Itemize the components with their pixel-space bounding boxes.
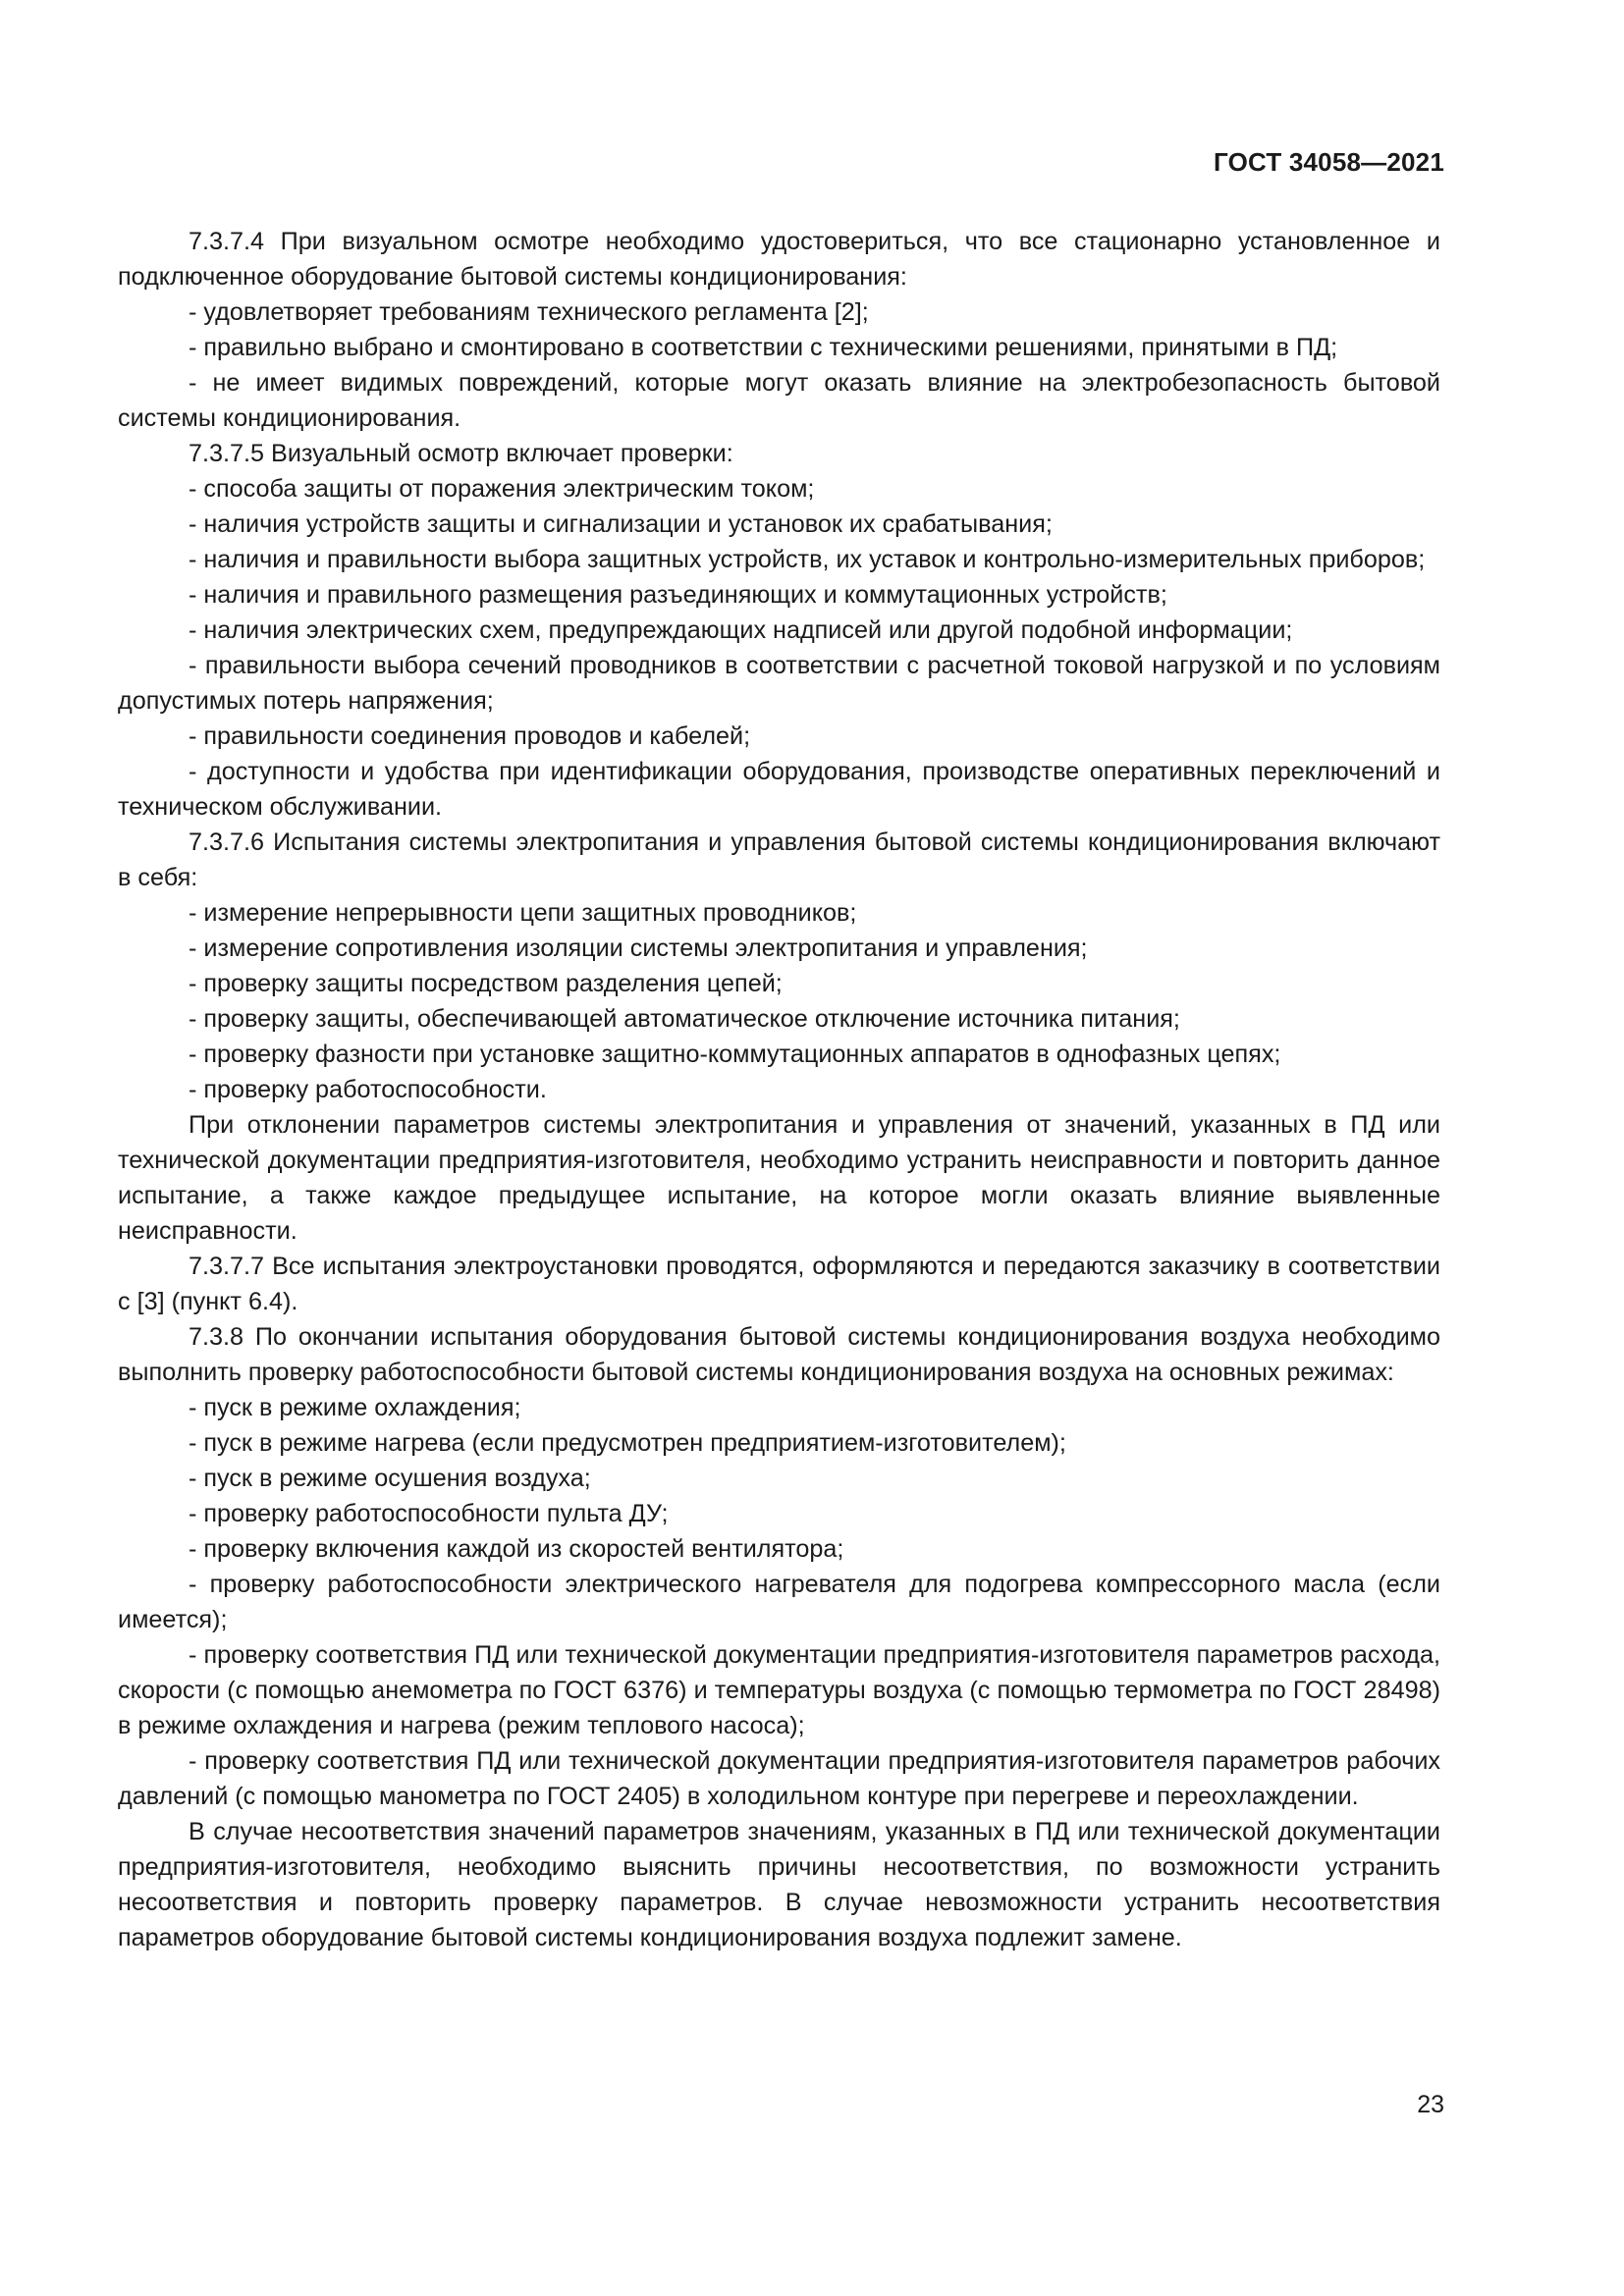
page-number: 23 xyxy=(1417,2091,1444,2118)
list-item: - пуск в режиме осушения воздуха; xyxy=(189,1465,591,1492)
list-item: - способа защиты от поражения электрическим током; xyxy=(189,475,815,503)
paragraph-nonconformity: В случае несоответствия значений параметров значениям, указанных в ПД или технической документации предприятия-изготовителя, необходимо выяснить причины несоответствия, по возможности устранить несоответствия и повторить проверку параметров. В случае невозможности устранить несоответствия параметров оборудование бытовой системы кондиционирования воздуха подлежит замене. xyxy=(118,1818,1440,1951)
list-item: - проверку защиты посредством разделения цепей; xyxy=(189,970,783,997)
list-item: - пуск в режиме охлаждения; xyxy=(189,1394,521,1421)
paragraph-7-3-8: 7.3.8 По окончании испытания оборудования бытовой системы кондиционирования воздуха необходимо выполнить проверку работоспособности бытовой системы кондиционирования воздуха на основных режимах: xyxy=(118,1323,1440,1386)
list-item: - проверку фазности при установке защитно-коммутационных аппаратов в однофазных цепях; xyxy=(189,1041,1281,1068)
list-item: - наличия и правильности выбора защитных устройств, их уставок и контрольно-измерительных приборов; xyxy=(189,546,1426,573)
list-item: - проверку работоспособности. xyxy=(189,1076,547,1103)
list-item: - наличия устройств защиты и сигнализации и установок их срабатывания; xyxy=(189,510,1053,538)
list-item: - правильности соединения проводов и кабелей; xyxy=(189,722,751,750)
list-item: - проверку соответствия ПД или технической документации предприятия-изготовителя параметров расхода, скорости (с помощью анемометра по ГОСТ 6376) и температуры воздуха (с помощью термометра по ГОСТ 28498) в режиме охлаждения и нагрева (режим теплового насоса); xyxy=(118,1641,1440,1739)
list-item: - наличия и правильного размещения разъединяющих и коммутационных устройств; xyxy=(189,581,1167,609)
paragraph-deviation: При отклонении параметров системы электропитания и управления от значений, указанных в ПД или технической документации предприятия-изготовителя, необходимо устранить неисправности и повторить данное испытание, а также каждое предыдущее испытание, на которое могли оказать влияние выявленные неисправности. xyxy=(118,1111,1440,1245)
list-item: - правильности выбора сечений проводников в соответствии с расчетной токовой нагрузкой и по условиям допустимых потерь напряжения; xyxy=(118,652,1440,715)
list-item: - пуск в режиме нагрева (если предусмотрен предприятием-изготовителем); xyxy=(189,1429,1066,1457)
document-body xyxy=(118,224,1440,1955)
list-item: - правильно выбрано и смонтировано в соответствии с техническими решениями, принятыми в ПД; xyxy=(189,334,1338,361)
paragraph-7-3-7-5: 7.3.7.5 Визуальный осмотр включает проверки: xyxy=(189,440,733,467)
list-item: - измерение непрерывности цепи защитных проводников; xyxy=(189,899,857,927)
list-item: - проверку работоспособности пульта ДУ; xyxy=(189,1500,669,1527)
paragraph-7-3-7-7: 7.3.7.7 Все испытания электроустановки проводятся, оформляются и передаются заказчику в соответствии с [3] (пункт 6.4). xyxy=(118,1253,1440,1315)
list-item: - удовлетворяет требованиям технического регламента [2]; xyxy=(189,298,869,326)
list-item: - проверку работоспособности электрического нагревателя для подогрева компрессорного масла (если имеется); xyxy=(118,1571,1440,1633)
document-header: ГОСТ 34058—2021 xyxy=(1214,147,1444,177)
list-item: - проверку защиты, обеспечивающей автоматическое отключение источника питания; xyxy=(189,1005,1180,1033)
list-item: - доступности и удобства при идентификации оборудования, производстве оперативных переключений и техническом обслуживании. xyxy=(118,758,1440,821)
paragraph-7-3-7-6: 7.3.7.6 Испытания системы электропитания и управления бытовой системы кондиционирования включают в себя: xyxy=(118,828,1440,891)
list-item: - измерение сопротивления изоляции системы электропитания и управления; xyxy=(189,934,1088,962)
list-item: - наличия электрических схем, предупреждающих надписей или другой подобной информации; xyxy=(189,616,1293,644)
list-item: - не имеет видимых повреждений, которые могут оказать влияние на электробезопасность бытовой системы кондиционирования. xyxy=(118,369,1440,432)
list-item: - проверку включения каждой из скоростей вентилятора; xyxy=(189,1535,844,1563)
paragraph-7-3-7-4: 7.3.7.4 При визуальном осмотре необходимо удостовериться, что все стационарно установленное и подключенное оборудование бытовой системы кондиционирования: xyxy=(118,228,1440,291)
list-item: - проверку соответствия ПД или технической документации предприятия-изготовителя параметров рабочих давлений (с помощью манометра по ГОСТ 2405) в холодильном контуре при перегреве и переохлаждении. xyxy=(118,1747,1440,1810)
